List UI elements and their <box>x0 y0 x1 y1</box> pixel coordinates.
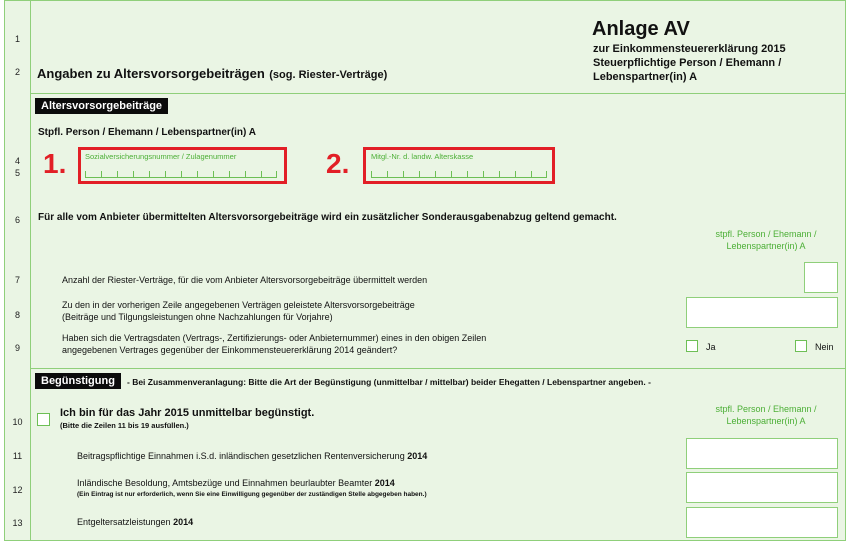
line10-note: (Bitte die Zeilen 11 bis 19 ausfüllen.) <box>60 421 189 430</box>
section-bar-altersvorsorge: Altersvorsorgebeiträge <box>35 98 168 114</box>
page-heading-note: (sog. Riester-Verträge) <box>269 69 388 81</box>
line13-label: Entgeltersatzleistungen <box>77 517 171 527</box>
column-header-1: stpfl. Person / Ehemann / <box>715 404 817 414</box>
line-number: 4 <box>14 156 20 166</box>
line-number: 2 <box>14 67 20 77</box>
line12-year: 2014 <box>374 478 395 488</box>
line-number: 6 <box>14 215 20 225</box>
line8-text-2: (Beiträge und Tilgungsleistungen ohne Nachzahlungen für Vorjahre) <box>62 312 333 322</box>
line6-text: Für alle vom Anbieter übermittelten Altersvorsorgebeiträge wird ein zusätzlicher Sonderausgabenabzug geltend gemacht. <box>38 212 617 223</box>
rentenversicherung-input[interactable] <box>686 438 838 469</box>
line10-text: Ich bin für das Jahr 2015 unmittelbar begünstigt. <box>60 407 315 419</box>
nein-label: Nein <box>815 342 834 352</box>
line11-year: 2014 <box>407 451 428 461</box>
nein-checkbox[interactable] <box>795 340 807 352</box>
line12-text <box>77 478 395 488</box>
field-label-alterskasse: Mitgl.-Nr. d. landw. Alterskasse <box>371 152 474 161</box>
form-subtitle-3: Lebenspartner(in) A <box>593 71 698 83</box>
column-header-2: Lebenspartner(in) A <box>726 416 806 426</box>
besoldung-input[interactable] <box>686 472 838 503</box>
beitraege-amount-input[interactable] <box>686 297 838 328</box>
section-bar-beguenstigung: Begünstigung <box>35 373 121 389</box>
line9-text-2: angegebenen Vertrages gegenüber der Einkommensteuererklärung 2014 geändert? <box>62 345 398 355</box>
vertraege-count-input[interactable] <box>804 262 838 293</box>
line13-text <box>77 517 193 527</box>
line-number: 12 <box>12 485 23 495</box>
line9-text-1: Haben sich die Vertragsdaten (Vertrags-, Zertifizierungs- oder Anbieternummer) eines in den obigen Zeilen <box>62 333 487 343</box>
form-subtitle-1: zur Einkommensteuererklärung 2015 <box>593 43 786 55</box>
page-heading-main: Angaben zu Altersvorsorgebeiträgen <box>37 66 265 81</box>
form-title: Anlage AV <box>592 18 690 40</box>
ja-label: Ja <box>706 342 716 352</box>
line-number: 10 <box>12 417 23 427</box>
section2-note: - Bei Zusammenveranlagung: Bitte die Art der Begünstigung (unmittelbar / mittelbar) beider Ehegatten / Lebenspartner angeben. - <box>127 377 651 387</box>
line11-label: Beitragspflichtige Einnahmen i.S.d. inländischen gesetzlichen Rentenversicherung <box>77 451 405 461</box>
line-number: 7 <box>14 275 20 285</box>
column-header-2: Lebenspartner(in) A <box>726 241 806 251</box>
marker-2: 2. <box>326 148 350 179</box>
person-label: Stpfl. Person / Ehemann / Lebenspartner(in) A <box>38 127 256 138</box>
line12-note: (Ein Eintrag ist nur erforderlich, wenn Sie eine Einwilligung gegenüber der zuständigen Stelle abgegeben haben.) <box>77 491 427 498</box>
marker-1: 1. <box>43 148 67 179</box>
zulagenummer-input[interactable] <box>85 167 277 178</box>
form-sheet <box>4 0 846 541</box>
divider <box>30 93 845 94</box>
unmittelbar-checkbox[interactable] <box>37 413 50 426</box>
line13-year: 2014 <box>173 517 194 527</box>
line-number: 9 <box>14 343 20 353</box>
line-number: 13 <box>12 518 23 528</box>
form-subtitle-2: Steuerpflichtige Person / Ehemann / <box>593 57 782 69</box>
ja-checkbox[interactable] <box>686 340 698 352</box>
field-label-zulagenummer: Sozialversicherungsnummer / Zulagenummer <box>85 152 237 161</box>
entgeltersatz-input[interactable] <box>686 507 838 538</box>
page-heading <box>37 65 387 83</box>
line12-label: Inländische Besoldung, Amtsbezüge und Einnahmen beurlaubter Beamter <box>77 478 373 488</box>
divider <box>30 368 845 369</box>
line7-text: Anzahl der Riester-Verträge, für die vom Anbieter Altersvorsorgebeiträge übermittelt werden <box>62 275 428 285</box>
line-number: 5 <box>14 168 20 178</box>
line8-text-1: Zu den in der vorherigen Zeile angegebenen Verträgen geleistete Altersvorsorgebeiträge <box>62 300 415 310</box>
alterskasse-input[interactable] <box>371 167 547 178</box>
line-number: 1 <box>14 34 20 44</box>
line-number: 8 <box>14 310 20 320</box>
line11-text <box>77 451 427 461</box>
column-header-1: stpfl. Person / Ehemann / <box>715 229 817 239</box>
line-number: 11 <box>12 451 23 461</box>
